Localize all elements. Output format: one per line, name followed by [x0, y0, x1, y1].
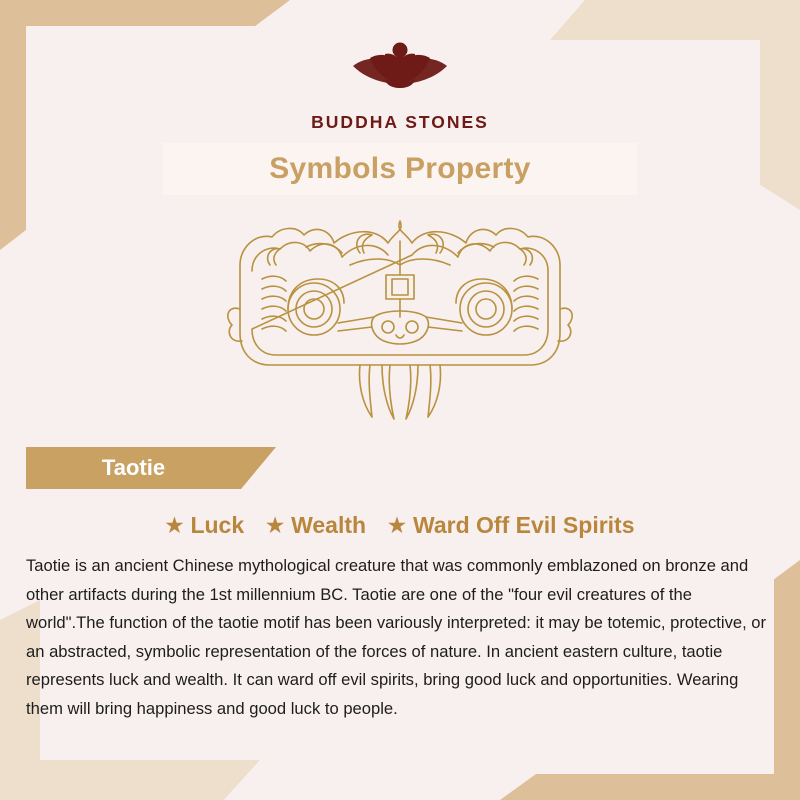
properties-row: [0, 512, 800, 539]
star-icon: ★: [388, 514, 406, 537]
property-item: [166, 512, 245, 539]
star-icon: ★: [266, 514, 285, 537]
description-paragraph: Taotie is an ancient Chinese mythological creature that was commonly emblazoned on bronze and other artifacts during the 1st millennium BC. Taotie are one of the "four evil creatures of the world".The function of the taotie motif has been variously interpreted: it may be totemic, protective, or an abstracted, symbolic representation of the forces of nature. In ancient eastern culture, taotie represents luck and wealth. It can ward off evil spirits, bring good luck and opportunities. Wearing them will bring happiness and good luck to people.: [26, 556, 767, 718]
property-label: Luck: [190, 512, 245, 538]
property-label: Ward Off Evil Spirits: [412, 512, 635, 538]
taotie-mask-motif-icon: [210, 213, 590, 448]
star-icon: ★: [165, 514, 184, 537]
property-label: Wealth: [291, 512, 367, 538]
property-item: [266, 512, 366, 539]
property-item: [388, 512, 634, 539]
brand-logo-block: [0, 22, 800, 133]
artwork-area: [0, 210, 800, 450]
corner-decoration-bottom-right-vertical: [774, 560, 800, 800]
page-title: Symbols Property: [269, 152, 531, 185]
symbol-name: Taotie: [101, 455, 166, 480]
lotus-meditation-figure-icon: [0, 22, 800, 108]
title-band: [163, 143, 637, 195]
corner-decoration-bottom-right: [500, 774, 800, 800]
brand-name: BUDDHA STONES: [311, 112, 489, 132]
